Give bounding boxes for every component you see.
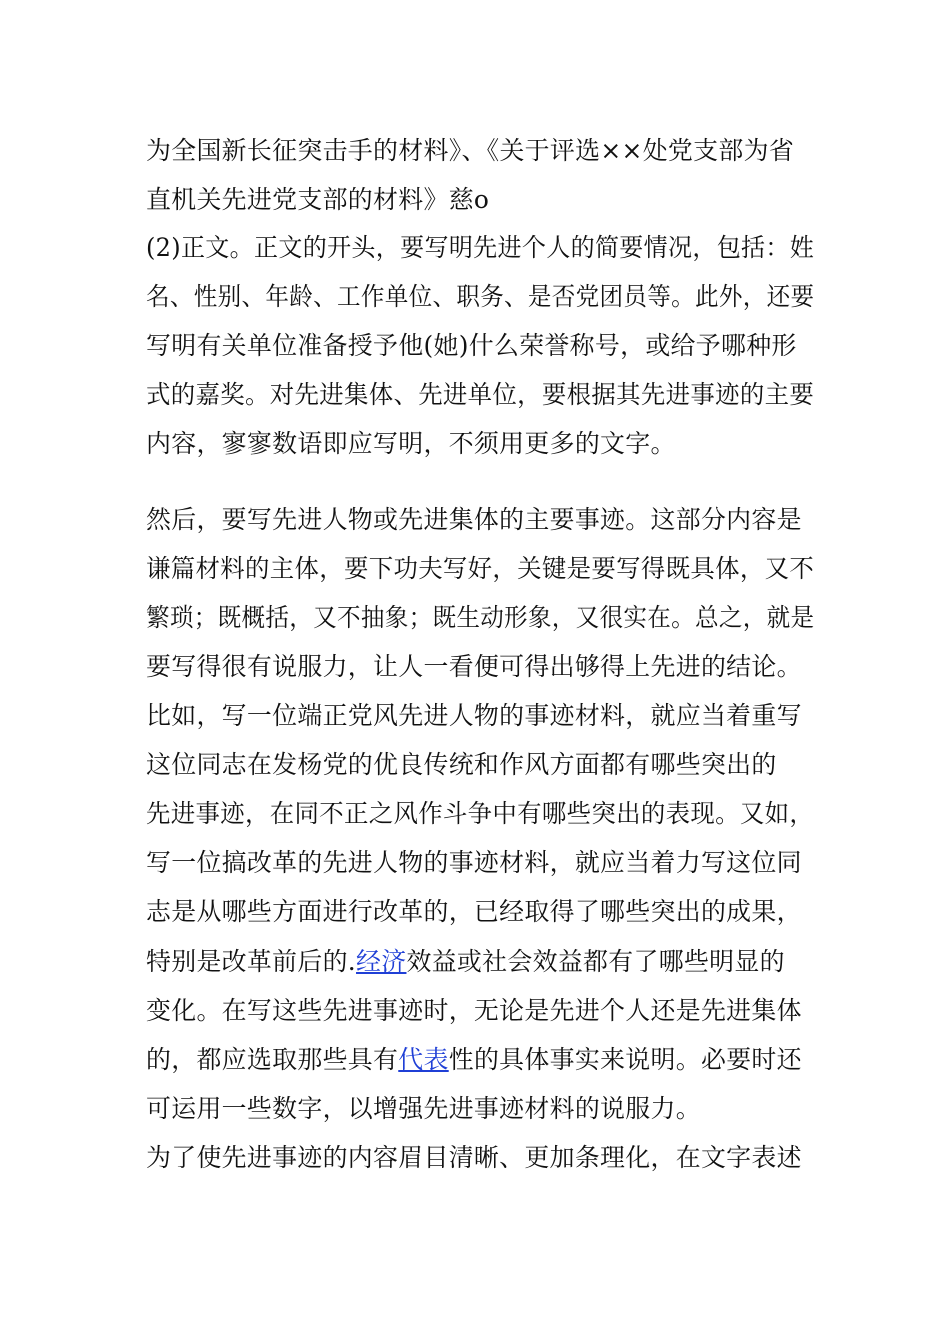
text-line: 写明有关单位准备授予他(她)什么荣誉称号，或给予哪种形 [146, 331, 797, 360]
text-line: 变化。在写这些先进事迹时，无论是先进个人还是先进集体 [146, 996, 802, 1025]
text-line: 直机关先进党支部的材料》慈o [146, 185, 490, 214]
text-line: 繁琐；既概括，又不抽象；既生动形象，又很实在。总之，就是 [146, 603, 815, 632]
text-line: 为了使先进事迹的内容眉目清晰、更加条理化，在文字表述 [146, 1143, 802, 1172]
text-line [146, 942, 814, 982]
text-segment: 性的具体事实来说明。必要时还 [448, 1045, 802, 1074]
text-segment: 特别是改革前后的. [146, 947, 357, 976]
text-line: 为全国新长征突击手的材料》、《关于评选××处党支部为省 [146, 136, 795, 165]
economy-link[interactable]: 经济 [356, 947, 407, 976]
text-line: 式的嘉奖。对先进集体、先进单位，要根据其先进事迹的主要 [146, 380, 815, 409]
text-line: 要写得很有说服力，让人一看便可得出够得上先进的结论。 [146, 652, 802, 681]
text-line: 可运用一些数字，以增强先进事迹材料的说服力。 [146, 1094, 701, 1123]
text-segment: 效益或社会效益都有了哪些明显的 [406, 947, 785, 976]
text-line: 志是从哪些方面进行改革的，已经取得了哪些突出的成果， [146, 897, 802, 926]
text-line: 名、性别、年龄、工作单位、职务、是否党团员等。此外，还要 [146, 282, 815, 311]
text-line: (2)正文。正文的开头，要写明先进个人的简要情况，包括：姓 [146, 233, 815, 262]
text-segment: 的，都应选取那些具有 [146, 1045, 399, 1074]
text-line: 比如，写一位端正党风先进人物的事迹材料，就应当着重写 [146, 701, 802, 730]
text-line: 先进事迹，在同不正之风作斗争中有哪些突出的表现。又如， [146, 799, 815, 828]
representative-link[interactable]: 代表 [398, 1045, 449, 1074]
text-line [146, 1040, 814, 1080]
text-line: 写一位搞改革的先进人物的事迹材料，就应当着力写这位同 [146, 848, 802, 877]
text-line: 这位同志在发杨党的优良传统和作风方面都有哪些突出的 [146, 750, 777, 779]
text-line: 然后，要写先进人物或先进集体的主要事迹。这部分内容是 [146, 505, 802, 534]
text-line: 内容，寥寥数语即应写明，不须用更多的文字。 [146, 429, 676, 458]
text-line: 谦篇材料的主体，要下功夫写好，关键是要写得既具体，又不 [146, 554, 815, 583]
